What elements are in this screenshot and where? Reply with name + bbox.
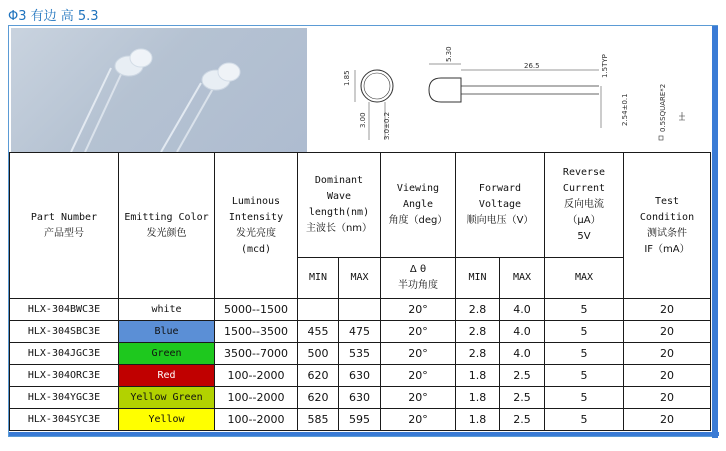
header-forward-voltage: Forward Voltage 顺向电压（V） <box>456 153 545 258</box>
dim-5-30: 5.30 <box>445 46 453 62</box>
dim-1-85: 1.85 <box>343 70 351 86</box>
voltage-min-cell: 2.8 <box>456 343 500 365</box>
voltage-max-cell: 2.5 <box>500 409 545 431</box>
wave-min-cell: 455 <box>298 321 339 343</box>
header-viewing-angle: Viewing Angle 角度（deg） <box>381 153 456 258</box>
luminous-cell: 3500--7000 <box>215 343 298 365</box>
emitting-color-cell: Red <box>119 365 215 387</box>
wave-max-cell: 535 <box>339 343 381 365</box>
emitting-color-cell: Blue <box>119 321 215 343</box>
header-emitting-color: Emitting Color 发光颜色 <box>119 153 215 299</box>
reverse-current-cell: 5 <box>545 387 624 409</box>
luminous-cell: 1500--3500 <box>215 321 298 343</box>
reverse-current-cell: 5 <box>545 299 624 321</box>
angle-cell: 20° <box>381 409 456 431</box>
header-current-max: MAX <box>545 258 624 299</box>
header-part-number: Part Number 产品型号 <box>10 153 119 299</box>
spec-table <box>9 152 711 431</box>
test-if-cell: 20 <box>624 365 711 387</box>
emitting-color-cell: Yellow Green <box>119 387 215 409</box>
wave-max-cell: 475 <box>339 321 381 343</box>
reverse-current-cell: 5 <box>545 409 624 431</box>
header-test-condition: Test Condition 测试条件 IF（mA） <box>624 153 711 299</box>
wave-max-cell <box>339 299 381 321</box>
dim-square: 0.5SQUARE*2 <box>659 83 667 132</box>
led-product-photo <box>11 28 307 152</box>
table-row <box>10 343 711 365</box>
angle-cell: 20° <box>381 321 456 343</box>
voltage-min-cell: 2.8 <box>456 299 500 321</box>
header-half-angle: Δ θ 半功角度 <box>381 258 456 299</box>
emitting-color-cell: white <box>119 299 215 321</box>
test-if-cell: 20 <box>624 299 711 321</box>
emitting-color-cell: Yellow <box>119 409 215 431</box>
voltage-max-cell: 4.0 <box>500 299 545 321</box>
dim-26-5: 26.5 <box>524 62 540 70</box>
dim-3-0: 3.0±0.2 <box>383 111 391 140</box>
header-voltage-max: MAX <box>500 258 545 299</box>
part-number-cell: HLX-304ORC3E <box>10 365 119 387</box>
voltage-max-cell: 2.5 <box>500 387 545 409</box>
voltage-min-cell: 1.8 <box>456 387 500 409</box>
voltage-max-cell: 4.0 <box>500 343 545 365</box>
voltage-max-cell: 2.5 <box>500 365 545 387</box>
emitting-color-cell: Green <box>119 343 215 365</box>
test-if-cell: 20 <box>624 321 711 343</box>
voltage-min-cell: 1.8 <box>456 365 500 387</box>
dim-1-5typ: 1.5TYP <box>601 54 609 78</box>
wave-min-cell: 620 <box>298 387 339 409</box>
wave-max-cell: 630 <box>339 365 381 387</box>
angle-cell: 20° <box>381 299 456 321</box>
product-spec-panel <box>8 25 718 437</box>
angle-cell: 20° <box>381 365 456 387</box>
part-number-cell: HLX-304YGC3E <box>10 387 119 409</box>
header-dominant-wavelength: Dominant Wave length(nm) 主波长（nm） <box>298 153 381 258</box>
page-title: Φ3 有边 高 5.3 <box>8 9 99 24</box>
part-number-cell: HLX-304SBC3E <box>10 321 119 343</box>
luminous-cell: 100--2000 <box>215 409 298 431</box>
wave-min-cell <box>298 299 339 321</box>
voltage-min-cell: 1.8 <box>456 409 500 431</box>
header-voltage-min: MIN <box>456 258 500 299</box>
table-row <box>10 321 711 343</box>
table-row <box>10 299 711 321</box>
luminous-cell: 100--2000 <box>215 365 298 387</box>
dim-3-00: 3.00 <box>359 112 367 128</box>
table-row <box>10 409 711 431</box>
angle-cell: 20° <box>381 387 456 409</box>
bottom-accent-bar <box>9 432 719 436</box>
header-reverse-current: Reverse Current 反向电流 （μA） 5V <box>545 153 624 258</box>
luminous-cell: 100--2000 <box>215 387 298 409</box>
header-wave-max: MAX <box>339 258 381 299</box>
reverse-current-cell: 5 <box>545 343 624 365</box>
table-row <box>10 365 711 387</box>
reverse-current-cell: 5 <box>545 321 624 343</box>
dim-2-54: 2.54±0.1 <box>621 93 629 126</box>
angle-cell: 20° <box>381 343 456 365</box>
luminous-cell: 5000--1500 <box>215 299 298 321</box>
wave-max-cell: 630 <box>339 387 381 409</box>
voltage-min-cell: 2.8 <box>456 321 500 343</box>
led-dimension-svg <box>309 28 711 152</box>
wave-min-cell: 620 <box>298 365 339 387</box>
led-photo-illustration <box>11 28 307 152</box>
part-number-cell: HLX-304JGC3E <box>10 343 119 365</box>
header-luminous-intensity: Luminous Intensity 发光亮度 (mcd) <box>215 153 298 299</box>
right-accent-bar <box>712 26 718 438</box>
part-number-cell: HLX-304SYC3E <box>10 409 119 431</box>
part-number-cell: HLX-304BWC3E <box>10 299 119 321</box>
test-if-cell: 20 <box>624 387 711 409</box>
wave-min-cell: 585 <box>298 409 339 431</box>
table-row <box>10 387 711 409</box>
header-wave-min: MIN <box>298 258 339 299</box>
dimension-drawing <box>309 28 711 152</box>
voltage-max-cell: 4.0 <box>500 321 545 343</box>
wave-min-cell: 500 <box>298 343 339 365</box>
wave-max-cell: 595 <box>339 409 381 431</box>
test-if-cell: 20 <box>624 409 711 431</box>
reverse-current-cell: 5 <box>545 365 624 387</box>
test-if-cell: 20 <box>624 343 711 365</box>
